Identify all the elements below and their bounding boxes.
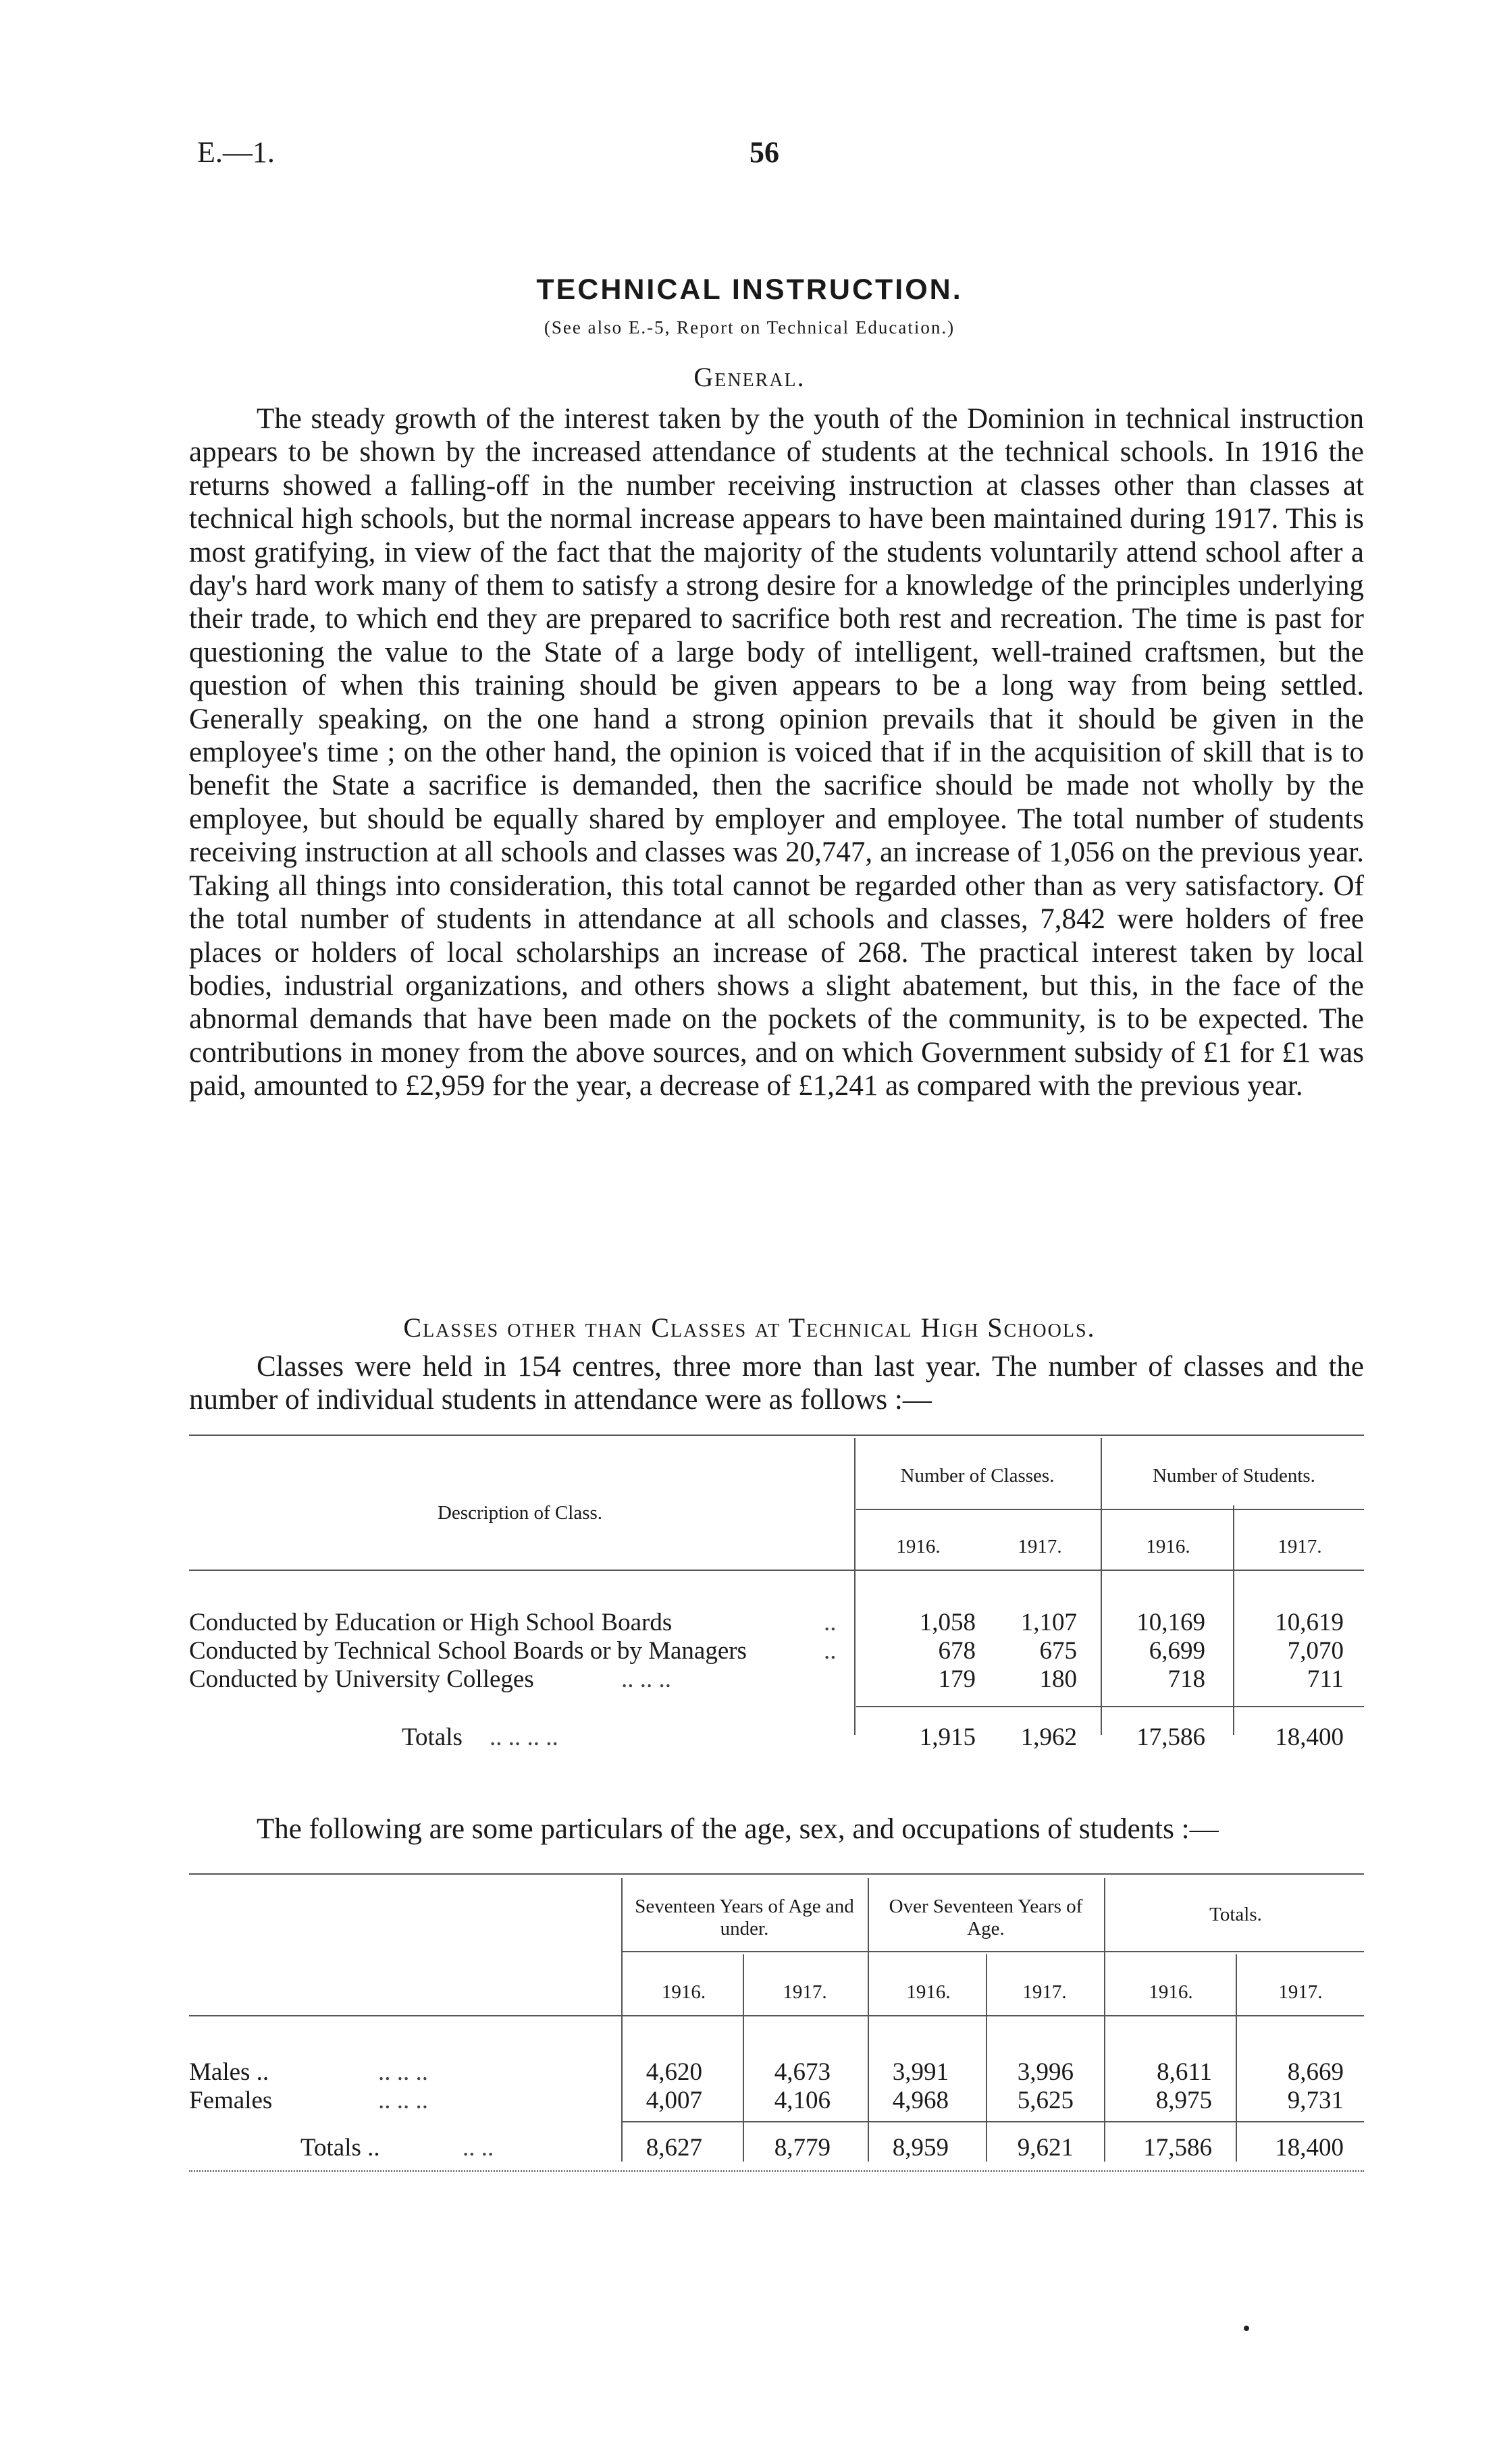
table1-year-header: 1917. [1018,1536,1062,1557]
totals-row [300,2133,494,2162]
table2-divider [621,1878,623,2162]
table-cell: 18,400 [1275,2134,1344,2162]
table2-top-rule [189,1873,1364,1875]
table1-classes-header: Number of Classes. [900,1465,1055,1487]
table1-year-header: 1916. [896,1536,941,1557]
table2-year-header: 1917. [783,1981,827,2003]
row-label: Males .. [189,2058,269,2086]
table-cell: 4,106 [774,2087,831,2114]
table-cell: 179 [938,1665,976,1693]
table-cell: 8,975 [1155,2087,1212,2114]
table2-totals-header: Totals. [1209,1904,1262,1925]
table-cell: 10,619 [1275,1609,1344,1636]
page-number: 56 [750,136,779,169]
table2-year-header: 1916. [661,1981,706,2003]
table-cell: 1,107 [1020,1609,1077,1636]
table2-over-header: Over Seventeen Years of Age. [889,1896,1083,1939]
table-cell: 6,699 [1149,1637,1205,1665]
table2-divider [868,1878,869,2162]
table2-divider [1104,1878,1105,2162]
page-title: TECHNICAL INSTRUCTION. [536,273,963,306]
particulars-paragraph-text: The following are some particulars of the age, sex, and occupations of students :— [257,1813,1219,1845]
table2-year-header: 1916. [906,1981,951,2003]
table-cell: 3,996 [1017,2058,1074,2086]
table-cell: 9,731 [1287,2087,1344,2114]
table-cell: 10,169 [1136,1609,1205,1636]
table-row [189,2058,614,2087]
table-row [189,1665,851,1694]
table2-bottom-rule [189,2170,1364,2172]
leader-dots: .. .. [463,2134,494,2162]
table-cell: 1,915 [919,1723,976,1751]
table-cell: 4,673 [774,2058,831,2086]
table1-head-rule [189,1570,1364,1571]
table-cell: 1,058 [919,1609,976,1636]
classes-heading: Classes other than Classes at Technical High Schools. [403,1312,1096,1343]
table1-year-header: 1917. [1278,1536,1322,1557]
table2-totals-rule [623,2121,1364,2122]
table1-divider [854,1438,856,1735]
general-heading: General. [693,362,806,392]
table1-divider [1233,1505,1234,1735]
row-label: Conducted by Technical School Boards or by Managers [189,1637,747,1665]
table-cell: 17,586 [1136,1723,1205,1751]
table-cell: 4,007 [646,2087,702,2114]
leader-dots: .. [824,1637,837,1665]
table-row [189,2086,614,2115]
totals-label: Totals [402,1723,463,1751]
table-cell: 8,627 [646,2134,702,2162]
table-cell: 4,968 [892,2087,949,2114]
table-cell: 17,586 [1143,2134,1212,2162]
totals-label: Totals .. [300,2134,380,2162]
table-cell: 718 [1167,1665,1205,1693]
table-cell: 180 [1039,1665,1077,1693]
leader-dots: .. [824,1609,837,1636]
table1-totals-rule [856,1706,1364,1707]
table2-year-header: 1917. [1278,1981,1323,2003]
row-label: Conducted by University Colleges [189,1665,534,1693]
leader-dots: .. .. .. [621,1665,671,1693]
table-cell: 18,400 [1275,1723,1344,1751]
table-cell: 4,620 [646,2058,702,2086]
table-cell: 5,625 [1017,2087,1074,2114]
table1-year-header: 1916. [1146,1536,1190,1557]
row-label: Conducted by Education or High School Boards [189,1609,673,1636]
classes-paragraph [189,1350,1364,1417]
table2-head-rule [189,2015,1364,2016]
general-paragraph [189,402,1364,1103]
leader-dots: .. .. .. [378,2087,428,2114]
table-cell: 7,070 [1287,1637,1344,1665]
leader-dots: .. .. .. .. [490,1723,558,1751]
table-cell: 675 [1039,1637,1077,1665]
table2-year-header: 1917. [1022,1981,1067,2003]
table-cell: 3,991 [892,2058,949,2086]
classes-paragraph-text: Classes were held in 154 centres, three more than last year. The number of classes and the number of individual students in attendance were as follows :— [189,1351,1364,1416]
table-cell: 8,611 [1157,2058,1212,2086]
table2-sub-rule [623,1951,1364,1952]
table-row [189,1636,851,1665]
table1-students-header: Number of Students. [1153,1465,1315,1487]
particulars-paragraph [189,1813,1364,1846]
table-cell: 8,669 [1287,2058,1344,2086]
table-cell: 678 [938,1637,976,1665]
page-identifier: E.—1. [197,136,275,169]
leader-dots: .. .. .. [378,2058,428,2086]
table-cell: 711 [1307,1665,1344,1693]
table-cell: 9,621 [1017,2134,1074,2162]
table1-top-rule [189,1435,1364,1436]
table-cell: 1,962 [1020,1723,1077,1751]
table1-sub-rule [856,1509,1364,1510]
table-row [189,1608,851,1637]
general-paragraph-text: The steady growth of the interest taken by the youth of the Dominion in technical instruction appears to be shown by the increased attendance of students at the technical schools. In 1916 the returns showed a falling-off in the number receiving instruction at classes other than classes at technical high schools, but the normal increase appears to have been maintained during 1917. This is most gratifying, in view of the fact that the majority of the students voluntarily attend school after a day's hard work many of them to satisfy a strong desire for a knowledge of the principles underlying their trade, to which end they are prepared to sacrifice both rest and recreation. The time is past for questioning the value to the State of a large body of intelligent, well-trained craftsmen, but the question of when this training should be given appears to be a long way from being settled. Generally speaking, on the one hand a strong opinion prevails that it should be given in the employee's time ; on the other hand, the opinion is voiced that if in the acquisition of skill that is to benefit the State a sacrifice is demanded, then the sacrifice should be made not wholly by the employee, but should be equally shared by employer and employee. The total number of students receiving instruction at all schools and classes was 20,747, an increase of 1,056 on the previous year. Taking all things into consideration, this total cannot be regarded other than as very satisfactory. Of the total number of students in attendance at all schools and classes, 7,842 were holders of free places or holders of local scholarships an increase of 268. The practical interest taken by local bodies, industrial organizations, and others shows a slight abatement, but this, in the face of the abnormal demands that have been made on the pockets of the community, is to be expected. The contributions in money from the above sources, and on which Government subsidy of £1 for £1 was paid, amounted to £2,959 for the year, a decrease of £1,241 as compared with the previous year. [189,403,1364,1102]
table-cell: 8,959 [892,2134,949,2162]
table1-divider [1101,1438,1102,1735]
totals-row [402,1723,558,1752]
row-label: Females [189,2087,273,2114]
table2-year-header: 1916. [1149,1981,1193,2003]
table-cell: 8,779 [774,2134,831,2162]
table1-description-header: Description of Class. [437,1502,603,1524]
stray-mark [1244,2326,1249,2331]
table2-seventeen-header: Seventeen Years of Age and under. [635,1896,854,1939]
see-also-note: (See also E.-5, Report on Technical Education.) [544,317,955,338]
